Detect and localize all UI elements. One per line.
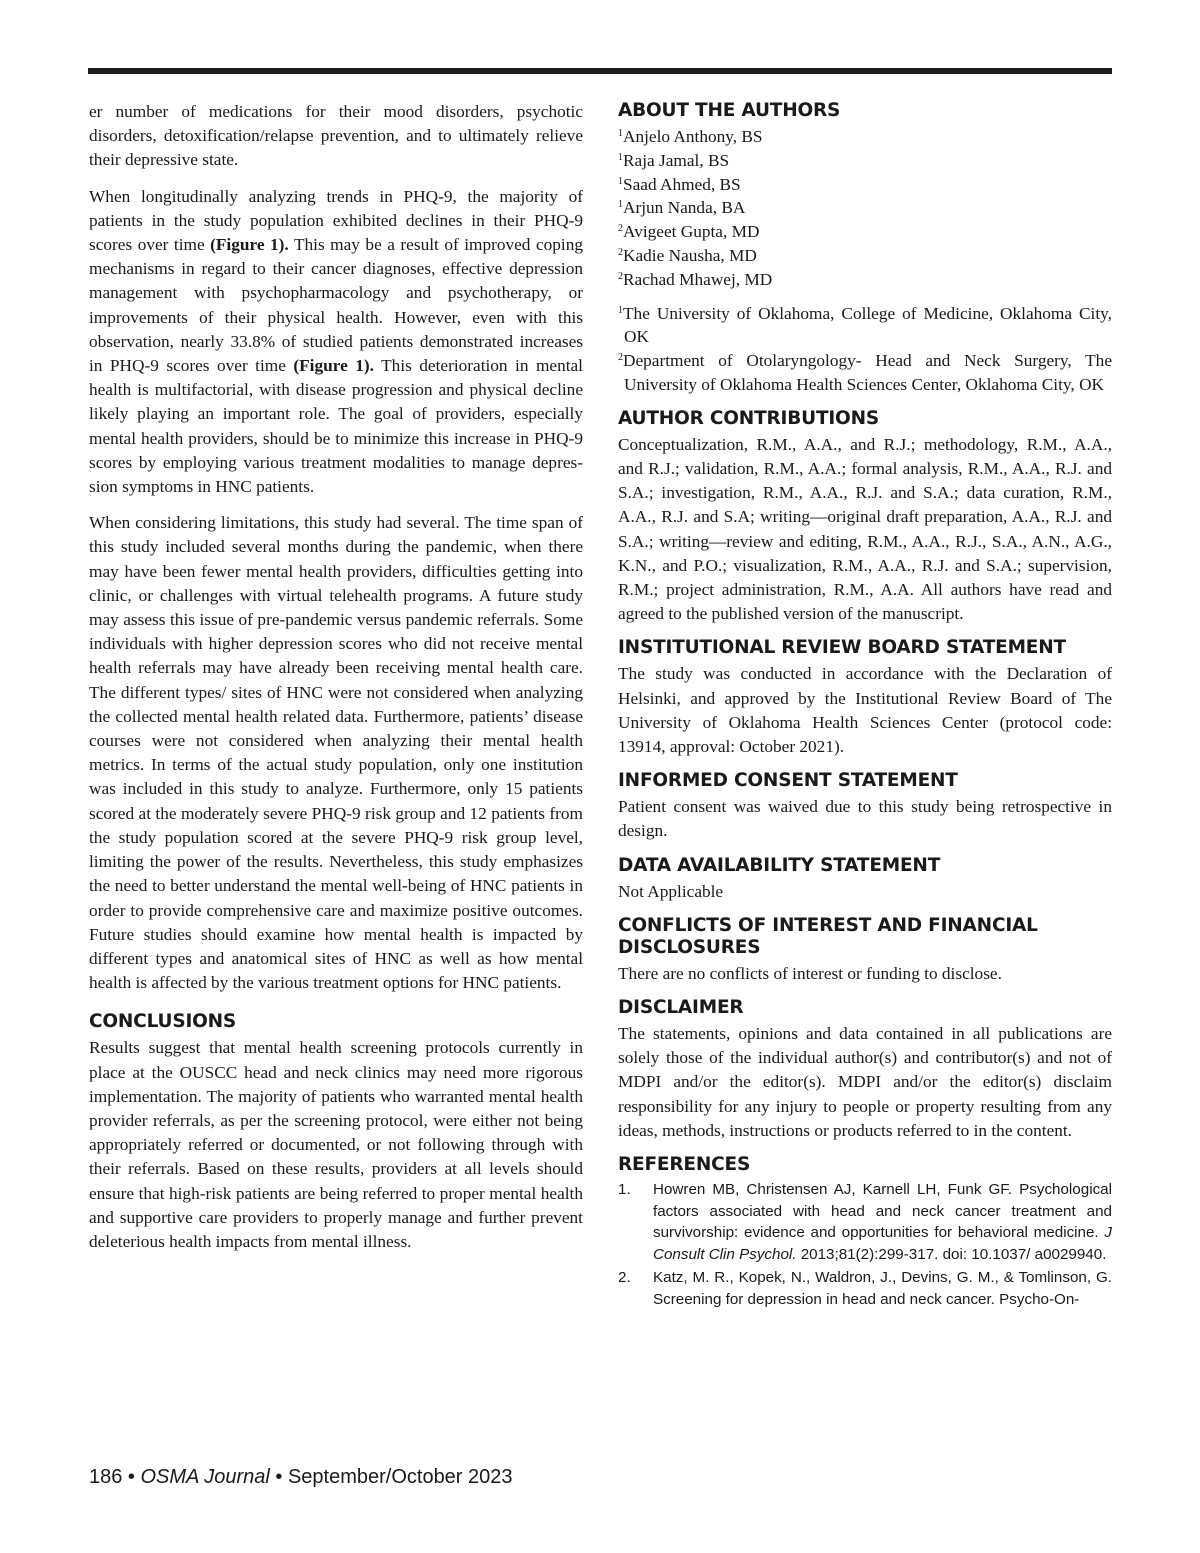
section-heading: AUTHOR CONTRIBUTIONS	[618, 407, 879, 429]
reference-item	[618, 1179, 1112, 1265]
conflicts-section	[618, 915, 1112, 986]
reference-number: 1.	[618, 1181, 631, 1199]
body-paragraph: er number of medications for their mood disorders, psychotic disorders, detoxification/relapse prevention, and to ultimately relieve their depressive state.	[89, 102, 583, 170]
reference-number: 2.	[618, 1269, 631, 1287]
irb-statement-section	[618, 637, 1112, 759]
body-paragraph: There are no conflicts of interest or funding to disclose.	[618, 963, 1002, 983]
author: $^2$Avigeet Gupta, MD	[618, 222, 760, 242]
data-availability-section	[618, 855, 1112, 904]
section-heading: INSTITUTIONAL REVIEW BOARD STATEMENT	[618, 637, 1066, 659]
reference-text: Katz, M. R., Kopek, N., Waldron, J., Devins, G. M., & Tomlinson, G. Screening for depression in head and neck cancer. Psycho-On-	[653, 1269, 1112, 1308]
top-rule	[88, 68, 1112, 74]
reference-list	[618, 1179, 1112, 1310]
section-heading: DISCLAIMER	[618, 997, 744, 1019]
body-paragraph: The study was conducted in accordance with the Declaration of Helsinki, and approved by the Institutional Review Board of The University of Oklahoma Health Sciences Center (protocol code: 13914, approval: October 2021).	[618, 664, 1112, 756]
body-paragraph: Conceptualization, R.M., A.A., and R.J.; methodology, R.M., A.A., and R.J.; validation, R.M., A.A.; formal analysis, R.M., A.A., R.J. and S.A.; investigation, R.M., A.A., R.J. and S.A.; data curation, R.M., A.A., R.J. and S.A; writing—original draft preparation, A.A., R.J. and S.A.; writing—review and editing, R.M., A.A., R.J., S.A., A.N., A.G., K.N., and P.O.; visualization, R.M., A.A., R.J. and S.A.; supervision, R.M.; project administration, R.M., A.A. All authors have read and agreed to the published version of the manuscript.	[618, 434, 1112, 624]
about-authors-section	[618, 100, 1112, 397]
section-heading: CONCLUSIONS	[89, 1011, 237, 1033]
body-paragraph: When longitudinally analyzing trends in PHQ-9, the majority of patients in the study population exhibited declines in their PHQ-9 scores over time (Figure 1). This may be a result of improved coping mechanisms in regard to their cancer diagnoses, effective depression management with psychopharmacology and psychotherapy, or improvements of their physical health. However, even with this observation, nearly 33.8% of studied patients demonstrated increases in PHQ-9 scores over time (Figure 1). This deterioration in mental health is multifactorial, with disease progression and physical decline likely playing an important role. The goal of providers, especially mental health providers, should be to minimize this increase in PHQ-9 scores by employing various treatment modalities to manage depression symptoms in HNC patients.	[89, 186, 583, 497]
author-list	[618, 125, 1112, 292]
author: $^1$Saad Ahmed, BS	[618, 174, 741, 194]
section-heading: ABOUT THE AUTHORS	[618, 100, 841, 121]
page-number: 186	[89, 1466, 123, 1488]
disclaimer-section	[618, 997, 1112, 1143]
body-paragraph: Results suggest that mental health screening protocols currently in place at the OUSCC head and neck clinics may need more rigorous implementation. The majority of patients who warranted mental health provider referrals, as per the screening protocol, were either not being appropriately referred or documented, or not following through with their referrals. Based on these results, providers at all levels should ensure that high-risk patients are being referred to proper mental health and supportive care providers to properly manage and further prevent deleterious health impacts from mental illness.	[89, 1038, 583, 1251]
author-contributions-section	[618, 408, 1112, 627]
journal-name: J Consult Clin Psychol.	[653, 1224, 1112, 1263]
figure-reference: (Figure 1).	[210, 235, 289, 255]
section-heading: DATA AVAILABILITY STATEMENT	[618, 854, 941, 876]
author: $^2$Rachad Mhawej, MD	[618, 269, 773, 289]
body-paragraph: Patient consent was waived due to this study being retrospective in design.	[618, 797, 1112, 841]
affiliation-list	[618, 302, 1112, 397]
affiliation: $^1$The University of Oklahoma, College of Medicine, Oklahoma City, OK	[618, 303, 1112, 347]
body-paragraph: Not Applicable	[618, 881, 724, 901]
conclusions-section	[89, 1011, 583, 1254]
reference-item	[618, 1267, 1112, 1310]
left-column	[89, 100, 583, 1266]
right-column	[618, 100, 1112, 1321]
body-paragraph: When considering limitations, this study had several. The time span of this study included several months during the pandemic, when there may have been fewer mental health providers, difficulties getting into clinic, or challenges with virtual telehealth programs. A future study may assess this issue of pre-pandemic versus pandemic referrals. Some individuals with higher depression scores who did not receive mental health referrals may have already been receiving mental health care. The different types/ sites of HNC were not considered when analyzing the collected mental health related data. Furthermore, patients’ disease courses were not considered when analyzing their mental health metrics. In terms of the actual study population, only one institution was included in this study to analyze. Furthermore, only 15 patients scored at the moderately severe PHQ-9 risk group and 12 patients from the study population scored at the severe PHQ-9 risk group level, limiting the power of the results. Nevertheless, this study emphasizes the need to better understand the mental well-being of HNC patients in order to provide comprehensive care and maximize positive outcomes. Future studies should examine how mental health is impacted by different types and anatomical sites of HNC as well as how mental health is affected by the various treatment options for HNC patients.	[89, 513, 583, 993]
author: $^2$Kadie Nausha, MD	[618, 245, 757, 265]
section-heading: INFORMED CONSENT STATEMENT	[618, 770, 958, 792]
references-section	[618, 1154, 1112, 1310]
section-heading: REFERENCES	[618, 1154, 751, 1176]
body-paragraph: The statements, opinions and data contained in all publications are solely those of the individual author(s) and contributor(s) and not of MDPI and/or the editor(s). MDPI and/or the editor(s) disclaim responsibility for any injury to people or property resulting from any ideas, methods, instructions or products referred to in the content.	[618, 1024, 1112, 1140]
author: $^1$Anjelo Anthony, BS	[618, 127, 763, 146]
page-footer: 186 • OSMA Journal • September/October 2023	[89, 1466, 513, 1488]
issue-date: September/October 2023	[287, 1466, 513, 1488]
journal-title: OSMA Journal	[140, 1466, 270, 1488]
reference-text: Howren MB, Christensen AJ, Karnell LH, Funk GF. Psychological factors associated with head and neck cancer treatment and survivorship: evidence and opportunities for behavioral medicine. J Consult Clin Psychol. 2013;81(2):299-317. doi: 10.1037/ a0029940.	[653, 1181, 1112, 1263]
informed-consent-section	[618, 770, 1112, 843]
figure-reference: (Figure 1).	[293, 356, 374, 376]
affiliation: $^2$Department of Otolaryngology- Head and Neck Surgery, The University of Oklahoma Health Sciences Center, Oklahoma City, OK	[618, 351, 1112, 394]
author: $^1$Arjun Nanda, BA	[618, 198, 746, 218]
section-heading: CONFLICTS OF INTEREST AND FINANCIAL DISCLOSURES	[618, 914, 1038, 958]
author: $^1$Raja Jamal, BS	[618, 150, 730, 170]
